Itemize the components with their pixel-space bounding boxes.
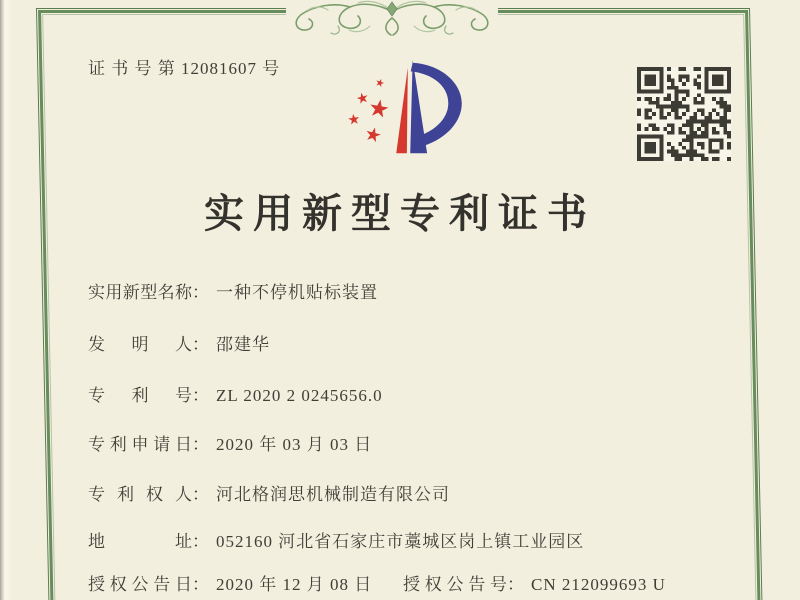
colon: ：: [192, 335, 209, 354]
field-label-address: 地址: [88, 532, 192, 551]
top-flourish-ornament: [286, 0, 498, 38]
field-row-filing-date: [88, 430, 372, 455]
field-value-name: 一种不停机贴标装置: [216, 283, 378, 302]
colon: ：: [192, 485, 209, 504]
colon: ：: [192, 435, 209, 454]
colon: ：: [192, 386, 209, 405]
colon: ：: [507, 575, 524, 594]
field-label-patentee: 专利权人: [88, 485, 192, 504]
field-label-grant-number: 授权公告号: [403, 575, 507, 594]
field-row-inventor: [88, 330, 270, 355]
field-value-patent-number: ZL 2020 2 0245656.0: [216, 386, 383, 405]
field-row-grant-date: [88, 570, 372, 595]
field-row-patent-number: [88, 381, 383, 406]
colon: ：: [192, 283, 209, 302]
field-label-name: 实用新型名称: [88, 283, 192, 302]
field-value-filing-date: 2020 年 03 月 03 日: [216, 435, 373, 454]
field-value-address: 052160 河北省石家庄市藁城区岗上镇工业园区: [216, 532, 585, 551]
certificate-number: 证 书 号 第 12081607 号: [88, 59, 281, 78]
colon: ：: [192, 532, 209, 551]
field-row-patentee: [88, 480, 450, 505]
field-value-grant-date: 2020 年 12 月 08 日: [216, 575, 373, 594]
scan-edge-shadow: [0, 0, 12, 600]
field-row-name: [88, 278, 378, 303]
field-label-patent-number: 专利号: [88, 386, 192, 405]
field-label-inventor: 发明人: [88, 335, 192, 354]
field-value-patentee: 河北格润思机械制造有限公司: [216, 485, 450, 504]
cnipa-patent-logo-icon: [338, 55, 468, 161]
field-value-inventor: 邵建华: [216, 335, 270, 354]
field-row-address: [88, 527, 584, 552]
field-row-grant-number: [403, 570, 666, 595]
field-label-grant-date: 授权公告日: [88, 575, 192, 594]
colon: ：: [192, 575, 209, 594]
field-value-grant-number: CN 212099693 U: [531, 575, 666, 594]
field-label-filing-date: 专利申请日: [88, 435, 192, 454]
logo-stars: [348, 78, 390, 143]
certificate-title: 实用新型专利证书: [204, 191, 596, 236]
qr-code-icon: [637, 67, 731, 161]
